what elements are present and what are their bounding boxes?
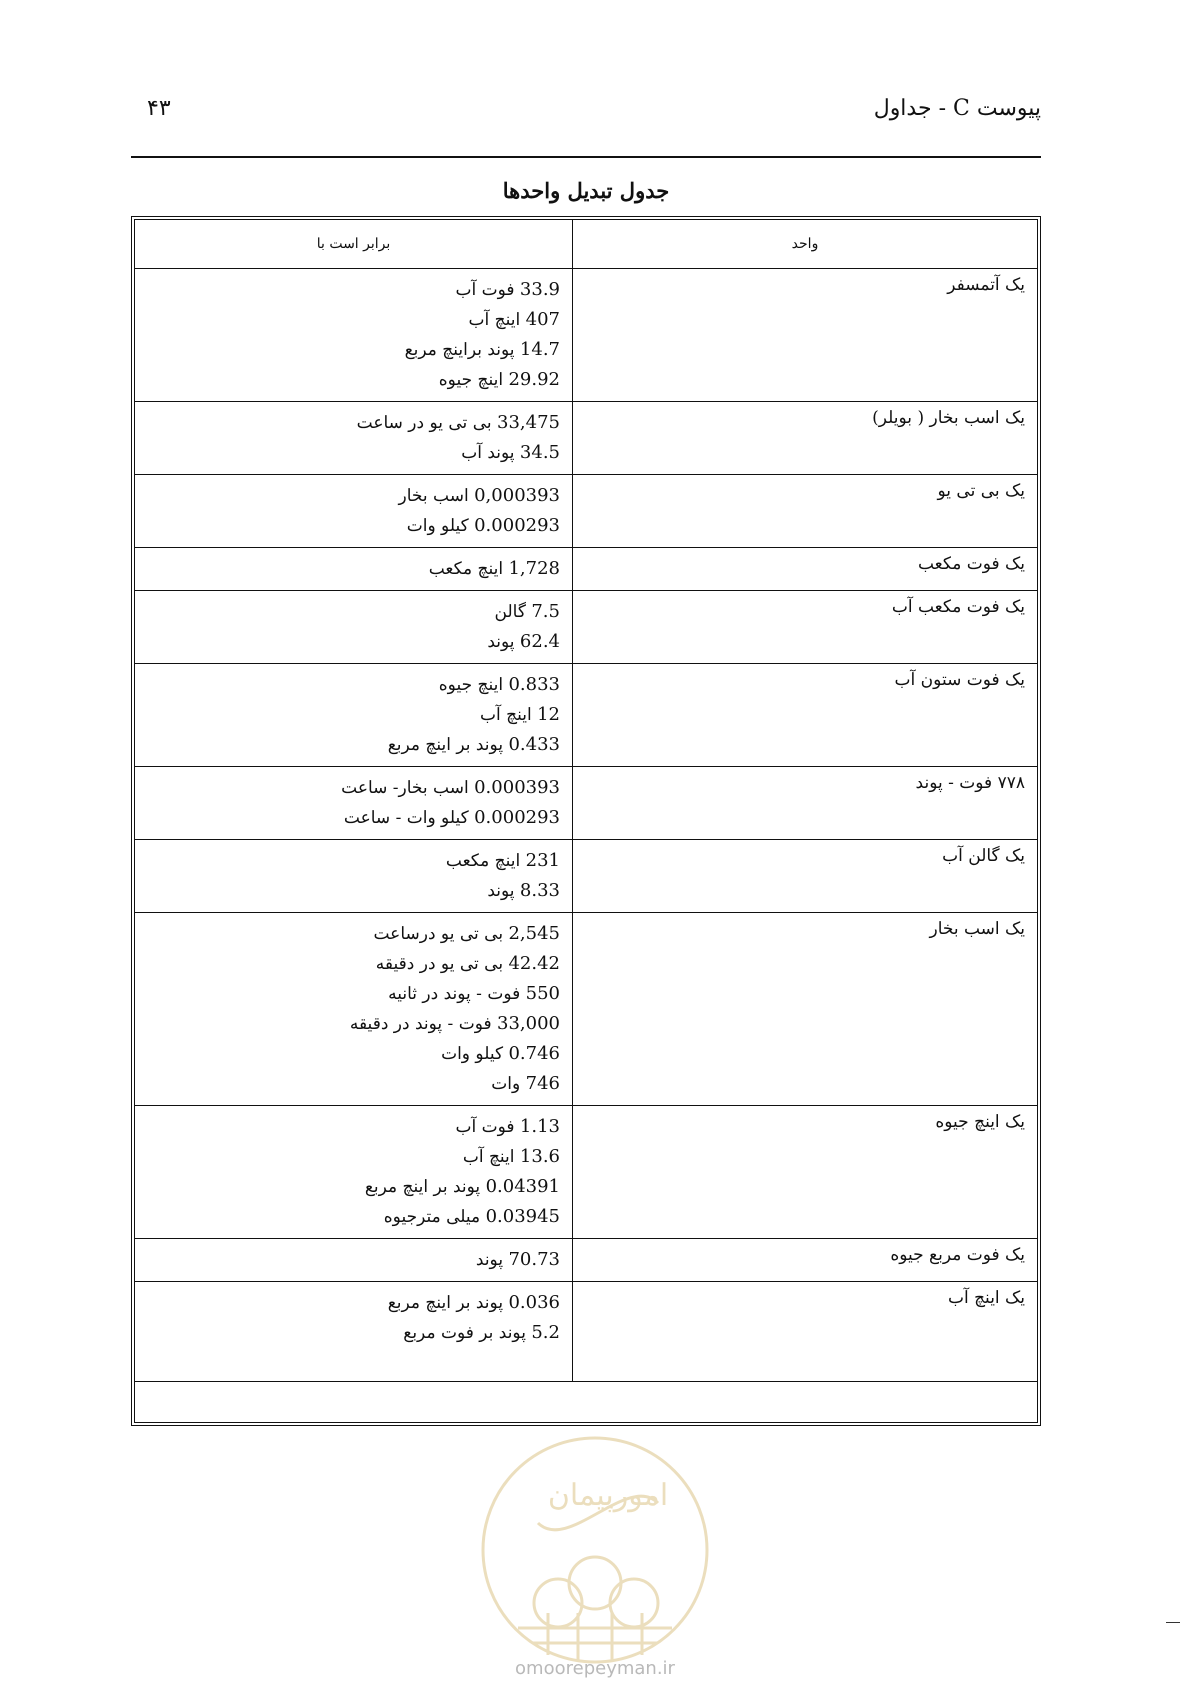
table-header-row	[135, 220, 1037, 269]
equivalent-value	[147, 1039, 560, 1069]
table-row	[135, 402, 1037, 475]
value-unit-text: کیلو وات	[441, 1044, 504, 1064]
table-row	[135, 1282, 1037, 1382]
svg-text:امورپیمان: امورپیمان	[547, 1478, 669, 1513]
unit-cell: یک بی تی یو	[573, 475, 1038, 548]
value-number: 62.4	[519, 631, 560, 652]
unit-cell: یک آتمسفر	[573, 269, 1038, 402]
unit-cell: یک فوت مکعب آب	[573, 591, 1038, 664]
value-unit-text: پوند آب	[461, 443, 515, 463]
equivalent-values-cell	[135, 1239, 573, 1282]
value-unit-text: بی تی یو در دقیقه	[375, 954, 504, 974]
unit-cell: یک اینچ جیوه	[573, 1106, 1038, 1239]
value-number: 1.13	[519, 1116, 560, 1137]
equivalent-value	[147, 846, 560, 876]
value-number: 33,000	[497, 1013, 560, 1034]
unit-cell: یک اسب بخار	[573, 913, 1038, 1106]
value-unit-text: کیلو وات	[406, 516, 469, 536]
equivalent-values-cell	[135, 475, 573, 548]
equivalent-values-cell	[135, 591, 573, 664]
value-number: 231	[525, 850, 560, 871]
value-unit-text: پوند بر اینچ مربع	[364, 1177, 481, 1197]
value-number: 0,000393	[474, 485, 560, 506]
value-unit-text: پوند بر اینچ مربع	[387, 1293, 504, 1313]
value-unit-text: پوند	[475, 1250, 504, 1270]
value-number: 0.04391	[485, 1176, 560, 1197]
equivalent-value	[147, 275, 560, 305]
value-unit-text: اینچ آب	[462, 1147, 515, 1167]
table-row	[135, 840, 1037, 913]
value-unit-text: اینچ مکعب	[428, 559, 504, 579]
value-number: 0.433	[508, 734, 560, 755]
equivalent-value	[147, 803, 560, 833]
conversion-table-frame	[131, 216, 1041, 1426]
equivalent-value	[147, 365, 560, 395]
equivalent-values-cell	[135, 1106, 573, 1239]
value-unit-text: پوند براینچ مربع	[404, 340, 515, 360]
table-row	[135, 1106, 1037, 1239]
equivalent-values-cell	[135, 402, 573, 475]
unit-cell: یک اسب بخار ( بویلر)	[573, 402, 1038, 475]
value-number: 14.7	[519, 339, 560, 360]
column-header-unit: واحد	[573, 220, 1038, 269]
equivalent-value	[147, 481, 560, 511]
edge-mark	[1166, 1622, 1180, 1623]
equivalent-value	[147, 773, 560, 803]
value-unit-text: گالن	[494, 602, 526, 622]
unit-cell: ۷۷۸ فوت - پوند	[573, 767, 1038, 840]
value-unit-text: فوت - پوند در دقیقه	[349, 1014, 492, 1034]
equivalent-values-cell	[135, 840, 573, 913]
table-row	[135, 591, 1037, 664]
value-number: 0.000293	[474, 807, 560, 828]
equivalent-value	[147, 438, 560, 468]
value-number: 0.036	[508, 1292, 560, 1313]
value-unit-text: پوند بر فوت مربع	[403, 1323, 526, 1343]
unit-cell: یک گالن آب	[573, 840, 1038, 913]
unit-cell: یک فوت مکعب	[573, 548, 1038, 591]
value-number: 33,475	[497, 412, 560, 433]
page-title: پیوست C - جداول	[873, 96, 1041, 121]
value-number: 42.42	[508, 953, 560, 974]
value-number: 33.9	[519, 279, 560, 300]
column-header-equals: برابر است با	[135, 220, 573, 269]
value-number: 0.000393	[474, 777, 560, 798]
value-unit-text: اینچ آب	[479, 705, 532, 725]
equivalent-value	[147, 335, 560, 365]
equivalent-value	[147, 1069, 560, 1099]
equivalent-values-cell	[135, 913, 573, 1106]
equivalent-value	[147, 949, 560, 979]
value-number: 29.92	[508, 369, 560, 390]
equivalent-values-cell	[135, 664, 573, 767]
equivalent-value	[147, 1202, 560, 1232]
value-unit-text: پوند بر اینچ مربع	[387, 735, 504, 755]
watermark-logo-icon	[478, 1433, 712, 1667]
table-row	[135, 1239, 1037, 1282]
value-unit-text: اینچ مکعب	[445, 851, 521, 871]
equivalent-value	[147, 670, 560, 700]
equivalent-value	[147, 1245, 560, 1275]
value-number: 1,728	[508, 558, 560, 579]
equivalent-value	[147, 1288, 560, 1318]
page-header	[131, 96, 1041, 136]
equivalent-value	[147, 305, 560, 335]
equivalent-value	[147, 876, 560, 906]
equivalent-value	[147, 1172, 560, 1202]
unit-cell: یک اینچ آب	[573, 1282, 1038, 1382]
unit-cell: یک فوت ستون آب	[573, 664, 1038, 767]
value-number: 5.2	[531, 1322, 560, 1343]
unit-cell: یک فوت مربع جیوه	[573, 1239, 1038, 1282]
value-number: 746	[525, 1073, 560, 1094]
value-unit-text: پوند	[487, 881, 515, 901]
header-divider	[131, 156, 1041, 158]
watermark-url: omoorepeyman.ir	[515, 1658, 675, 1679]
value-unit-text: بی تی یو درساعت	[373, 924, 504, 944]
table-row	[135, 548, 1037, 591]
value-number: 0.000293	[474, 515, 560, 536]
value-number: 0.746	[508, 1043, 560, 1064]
equivalent-value	[147, 597, 560, 627]
equivalent-value	[147, 1112, 560, 1142]
equivalent-value	[147, 627, 560, 657]
table-body	[135, 269, 1037, 1382]
equivalent-value	[147, 1009, 560, 1039]
equivalent-value	[147, 919, 560, 949]
value-number: 12	[537, 704, 560, 725]
value-number: 0.03945	[485, 1206, 560, 1227]
value-unit-text: وات	[491, 1074, 521, 1094]
page-number: ۴۳	[147, 96, 171, 121]
value-number: 7.5	[531, 601, 560, 622]
table-row	[135, 269, 1037, 402]
value-unit-text: اسب بخار- ساعت	[341, 778, 469, 798]
equivalent-value	[147, 700, 560, 730]
value-number: 8.33	[519, 880, 560, 901]
value-number: 0.833	[508, 674, 560, 695]
value-number: 407	[525, 309, 560, 330]
table-row	[135, 664, 1037, 767]
value-unit-text: اینچ آب	[468, 310, 521, 330]
value-unit-text: پوند	[487, 632, 515, 652]
value-unit-text: فوت - پوند در ثانیه	[388, 984, 521, 1004]
table-row	[135, 913, 1037, 1106]
equivalent-value	[147, 408, 560, 438]
value-unit-text: اسب بخار	[398, 486, 469, 506]
equivalent-values-cell	[135, 1282, 573, 1382]
equivalent-value	[147, 511, 560, 541]
value-number: 550	[525, 983, 560, 1004]
table-row	[135, 475, 1037, 548]
equivalent-value	[147, 730, 560, 760]
table-row	[135, 767, 1037, 840]
value-number: 70.73	[508, 1249, 560, 1270]
value-unit-text: اینچ جیوه	[438, 370, 504, 390]
equivalent-value	[147, 1318, 560, 1348]
value-unit-text: کیلو وات - ساعت	[343, 808, 469, 828]
table-title: جدول تبدیل واحدها	[502, 178, 670, 203]
value-number: 34.5	[519, 442, 560, 463]
equivalent-values-cell	[135, 269, 573, 402]
equivalent-values-cell	[135, 767, 573, 840]
equivalent-values-cell	[135, 548, 573, 591]
value-unit-text: میلی مترجیوه	[383, 1207, 481, 1227]
equivalent-value	[147, 1142, 560, 1172]
value-unit-text: فوت آب	[455, 1117, 515, 1137]
value-unit-text: اینچ جیوه	[438, 675, 504, 695]
equivalent-value	[147, 554, 560, 584]
value-unit-text: بی تی یو در ساعت	[356, 413, 492, 433]
conversion-table	[135, 220, 1037, 1382]
value-unit-text: فوت آب	[455, 280, 515, 300]
value-number: 2,545	[508, 923, 560, 944]
value-number: 13.6	[519, 1146, 560, 1167]
equivalent-value	[147, 979, 560, 1009]
